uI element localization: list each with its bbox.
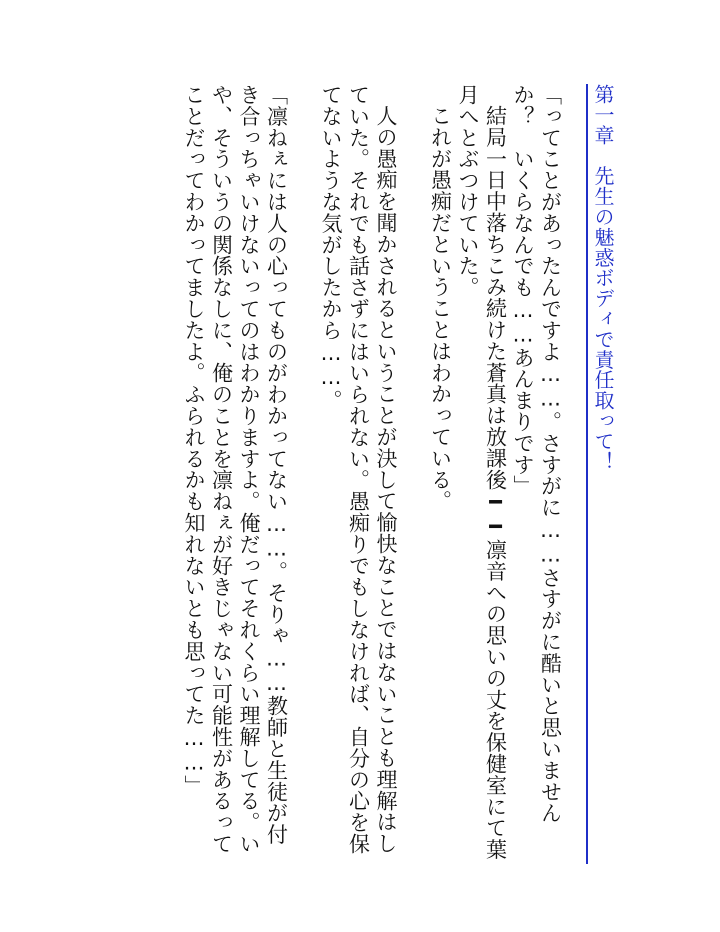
- chapter-title: 第一章 先生の魅惑ボディで責任取って！: [586, 84, 617, 864]
- narration-paragraph: これが愚痴だということはわかっている。: [428, 105, 453, 512]
- narration-paragraph: 人の愚痴を聞かされるということが決して愉快なことではないことも理解はしていた。それでも話さずにはいられない。愚痴りでもしなければ、自分の心を保てないような気がしたから……。: [319, 84, 398, 855]
- dialogue-paragraph: 「ってことがあったんですよ……。さすがに……さすがに酷いと思いませんか？ いくらなんでも……あんまりです」: [511, 84, 563, 824]
- vertical-text-block: [180, 84, 617, 864]
- narration-paragraph: 結局一日中落ちこみ続けた蒼真は放課後━━凛音への思いの丈を保健室にて葉月へとぶつけていた。: [456, 84, 508, 860]
- dialogue-paragraph: 「凛ねぇには人の心ってものがわかってない……。そりゃ……教師と生徒が付き合っちゃいけないってのはわかりますよ。俺だってそれくらい理解してる。いや、そういうの関係なしに、俺のことを凛ねぇが好きじゃない可能性があるってことだってわかってましたよ。ふられるかも知れないとも思ってた……」: [182, 84, 289, 855]
